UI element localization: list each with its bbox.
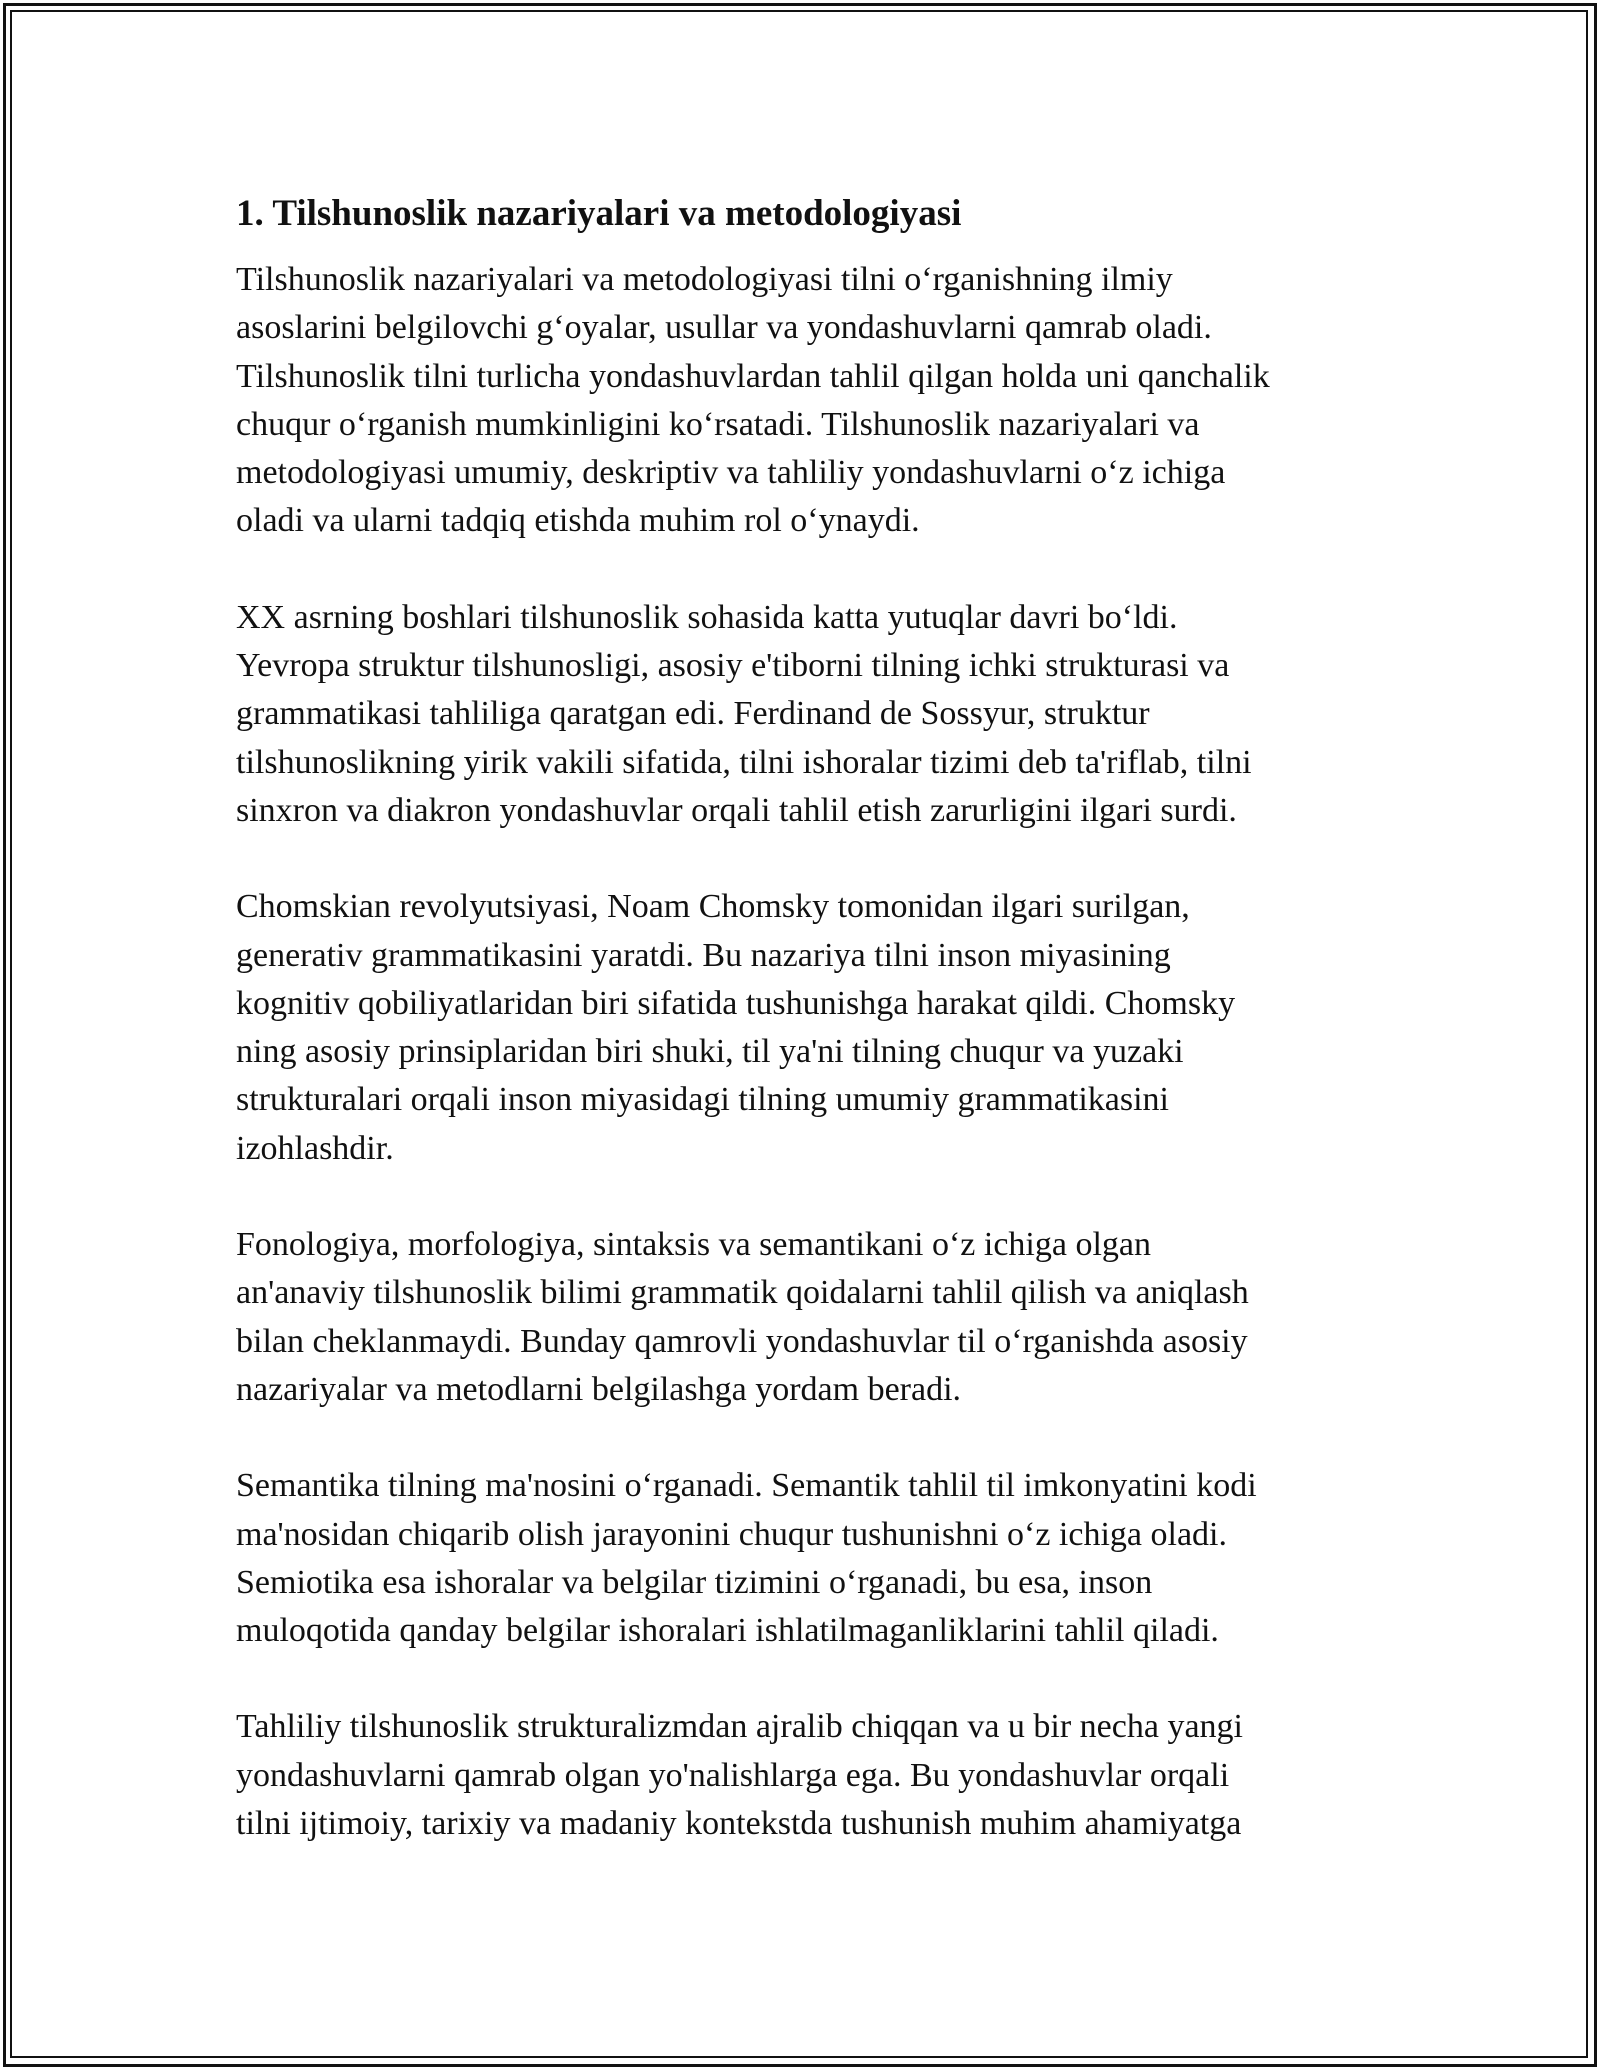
text-line: kognitiv qobiliyatlaridan biri sifatida tushunishga harakat qildi. Chomsky	[236, 984, 1236, 1022]
document-page	[236, 190, 1366, 1896]
text-line: ma'nosidan chiqarib olish jarayonini chuqur tushunishni o‘z ichiga oladi.	[236, 1515, 1227, 1553]
text-line: generativ grammatikasini yaratdi. Bu nazariya tilni inson miyasining	[236, 936, 1171, 974]
text-line: tilni ijtimoiy, tarixiy va madaniy kontekstda tushunish muhim ahamiyatga	[236, 1805, 1242, 1843]
text-line: Fonologiya, morfologiya, sintaksis va semantikani o‘z ichiga olgan	[236, 1226, 1151, 1264]
text-line: strukturalari orqali inson miyasidagi tilning umumiy grammatikasini	[236, 1081, 1169, 1119]
paragraph-2	[236, 594, 1366, 835]
text-line: ning asosiy prinsiplaridan biri shuki, til ya'ni tilning chuqur va yuzaki	[236, 1033, 1184, 1071]
text-line: yondashuvlarni qamrab olgan yo'nalishlarga ega. Bu yondashuvlar orqali	[236, 1756, 1230, 1794]
text-line: grammatikasi tahliliga qaratgan edi. Ferdinand de Sossyur, struktur	[236, 695, 1150, 733]
paragraph-6	[236, 1703, 1366, 1848]
text-line: metodologiyasi umumiy, deskriptiv va tahliliy yondashuvlarni o‘z ichiga	[236, 454, 1226, 492]
text-line: Tahliliy tilshunoslik strukturalizmdan ajralib chiqqan va u bir necha yangi	[236, 1708, 1243, 1746]
text-line: sinxron va diakron yondashuvlar orqali tahlil etish zarurligini ilgari surdi.	[236, 791, 1237, 829]
text-line: bilan cheklanmaydi. Bunday qamrovli yondashuvlar til o‘rganishda asosiy	[236, 1322, 1248, 1360]
text-line: nazariyalar va metodlarni belgilashga yordam beradi.	[236, 1370, 962, 1408]
text-line: izohlashdir.	[236, 1129, 394, 1167]
paragraph-1	[236, 256, 1366, 546]
paragraph-4	[236, 1221, 1366, 1414]
text-line: chuqur o‘rganish mumkinligini ko‘rsatadi. Tilshunoslik nazariyalari va	[236, 405, 1200, 443]
text-line: Semantika tilning ma'nosini o‘rganadi. Semantik tahlil til imkonyatini kodi	[236, 1467, 1257, 1505]
text-line: an'anaviy tilshunoslik bilimi grammatik qoidalarni tahlil qilish va aniqlash	[236, 1274, 1249, 1312]
text-line: tilshunoslikning yirik vakili sifatida, tilni ishoralar tizimi deb ta'riflab, tilni	[236, 743, 1252, 781]
paragraph-3	[236, 883, 1366, 1173]
text-line: Tilshunoslik nazariyalari va metodologiyasi tilni o‘rganishning ilmiy	[236, 261, 1173, 298]
text-line: muloqotida qanday belgilar ishoralari ishlatilmaganliklarini tahlil qiladi.	[236, 1612, 1219, 1650]
text-line: Semiotika esa ishoralar va belgilar tizimini o‘rganadi, bu esa, inson	[236, 1563, 1153, 1601]
text-line: Tilshunoslik tilni turlicha yondashuvlardan tahlil qilgan holda uni qanchalik	[236, 357, 1270, 395]
text-line: Yevropa struktur tilshunosligi, asosiy e'tiborni tilning ichki strukturasi va	[236, 647, 1230, 685]
text-line: Chomskian revolyutsiyasi, Noam Chomsky tomonidan ilgari surilgan,	[236, 888, 1190, 926]
text-line: asoslarini belgilovchi g‘oyalar, usullar va yondashuvlarni qamrab oladi.	[236, 309, 1212, 347]
text-line: oladi va ularni tadqiq etishda muhim rol o‘ynaydi.	[236, 502, 920, 540]
text-line: XX asrning boshlari tilshunoslik sohasida katta yutuqlar davri bo‘ldi.	[236, 598, 1178, 636]
section-heading: 1. Tilshunoslik nazariyalari va metodologiyasi	[236, 193, 962, 234]
paragraph-5	[236, 1462, 1366, 1655]
